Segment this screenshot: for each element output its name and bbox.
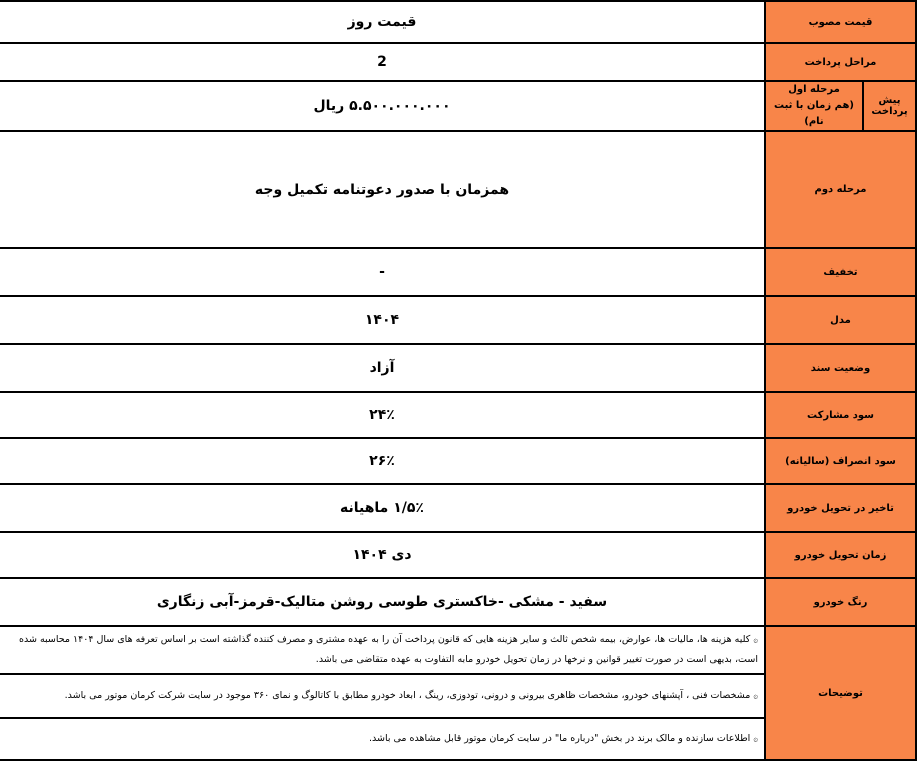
row-notes-1 — [0, 626, 916, 674]
discount-value: - — [0, 248, 765, 296]
notes-label: توضیحات — [765, 626, 916, 760]
note-item — [0, 626, 765, 674]
row-stage-two — [0, 131, 916, 248]
bullet-icon: ۞ — [753, 635, 758, 644]
car-color-value: سفید - مشکی -خاکستری طوسی روشن متالیک-قرمز-آبی زنگاری — [0, 578, 765, 626]
stage-one-cell — [765, 81, 863, 131]
row-prepayment — [0, 81, 916, 131]
document-status-label: وضعیت سند — [765, 344, 916, 392]
payment-stages-value: 2 — [0, 43, 765, 81]
cancellation-profit-label: سود انصراف (سالیانه) — [765, 438, 916, 484]
row-model — [0, 296, 916, 344]
delivery-time-value: دی ۱۴۰۴ — [0, 532, 765, 578]
row-document-status — [0, 344, 916, 392]
row-delivery-time — [0, 532, 916, 578]
delivery-delay-label: تاخیر در تحویل خودرو — [765, 484, 916, 532]
row-approved-price — [0, 1, 916, 43]
stage-two-label: مرحله دوم — [765, 131, 916, 248]
model-value: ۱۴۰۴ — [0, 296, 765, 344]
stage-one-title: مرحله اول — [788, 84, 840, 95]
payment-stages-label: مراحل پرداخت — [765, 43, 916, 81]
prepayment-value: ۵.۵۰۰.۰۰۰.۰۰۰ ریال — [0, 81, 765, 131]
approved-price-value: قیمت روز — [0, 1, 765, 43]
note-text: اطلاعات سازنده و مالک برند در بخش "درباره ما" در سایت کرمان موتور قابل مشاهده می باشد. — [368, 733, 751, 744]
document-status-value: آزاد — [0, 344, 765, 392]
row-cancellation-profit — [0, 438, 916, 484]
car-color-label: رنگ خودرو — [765, 578, 916, 626]
participation-profit-label: سود مشارکت — [765, 392, 916, 438]
note-text: مشخصات فنی ، آپشنهای خودرو، مشخصات ظاهری بیرونی و درونی، تودوزی، رینگ ، ابعاد خودرو مطابق با کاتالوگ و نمای ۳۶۰ موجود در سایت شرکت کرمان موتور می باشد. — [64, 690, 751, 701]
delivery-delay-value: ۱/۵٪ ماهیانه — [0, 484, 765, 532]
approved-price-label: قیمت مصوب — [765, 1, 916, 43]
cancellation-profit-value: ۲۶٪ — [0, 438, 765, 484]
discount-label: تخفیف — [765, 248, 916, 296]
row-participation-profit — [0, 392, 916, 438]
row-car-color — [0, 578, 916, 626]
delivery-time-label: زمان تحویل خودرو — [765, 532, 916, 578]
row-discount — [0, 248, 916, 296]
participation-profit-value: ۲۴٪ — [0, 392, 765, 438]
note-item — [0, 674, 765, 718]
model-label: مدل — [765, 296, 916, 344]
prepayment-label: پیش پرداخت — [863, 81, 916, 131]
row-payment-stages — [0, 43, 916, 81]
note-text: کلیه هزینه ها، مالیات ها، عوارض، بیمه شخص ثالث و سایر هزینه هایی که قانون پرداخت آن را به عهده مشتری و مصرف کننده گذاشته است بر اساس تعرفه های سال ۱۴۰۴ محاسبه شده است، بدیهی است در صورت تغییر قوانین و نرخها در زمان تحویل خودرو مابه التفاوت به عهده متقاضی می باشد. — [19, 634, 758, 665]
bullet-icon: ۞ — [753, 691, 758, 700]
stage-one-note: (هم زمان با ثبت نام) — [774, 100, 854, 127]
stage-two-value: همزمان با صدور دعوتنامه تکمیل وجه — [0, 131, 765, 248]
bullet-icon: ۞ — [753, 734, 758, 743]
note-item — [0, 718, 765, 760]
row-delivery-delay — [0, 484, 916, 532]
